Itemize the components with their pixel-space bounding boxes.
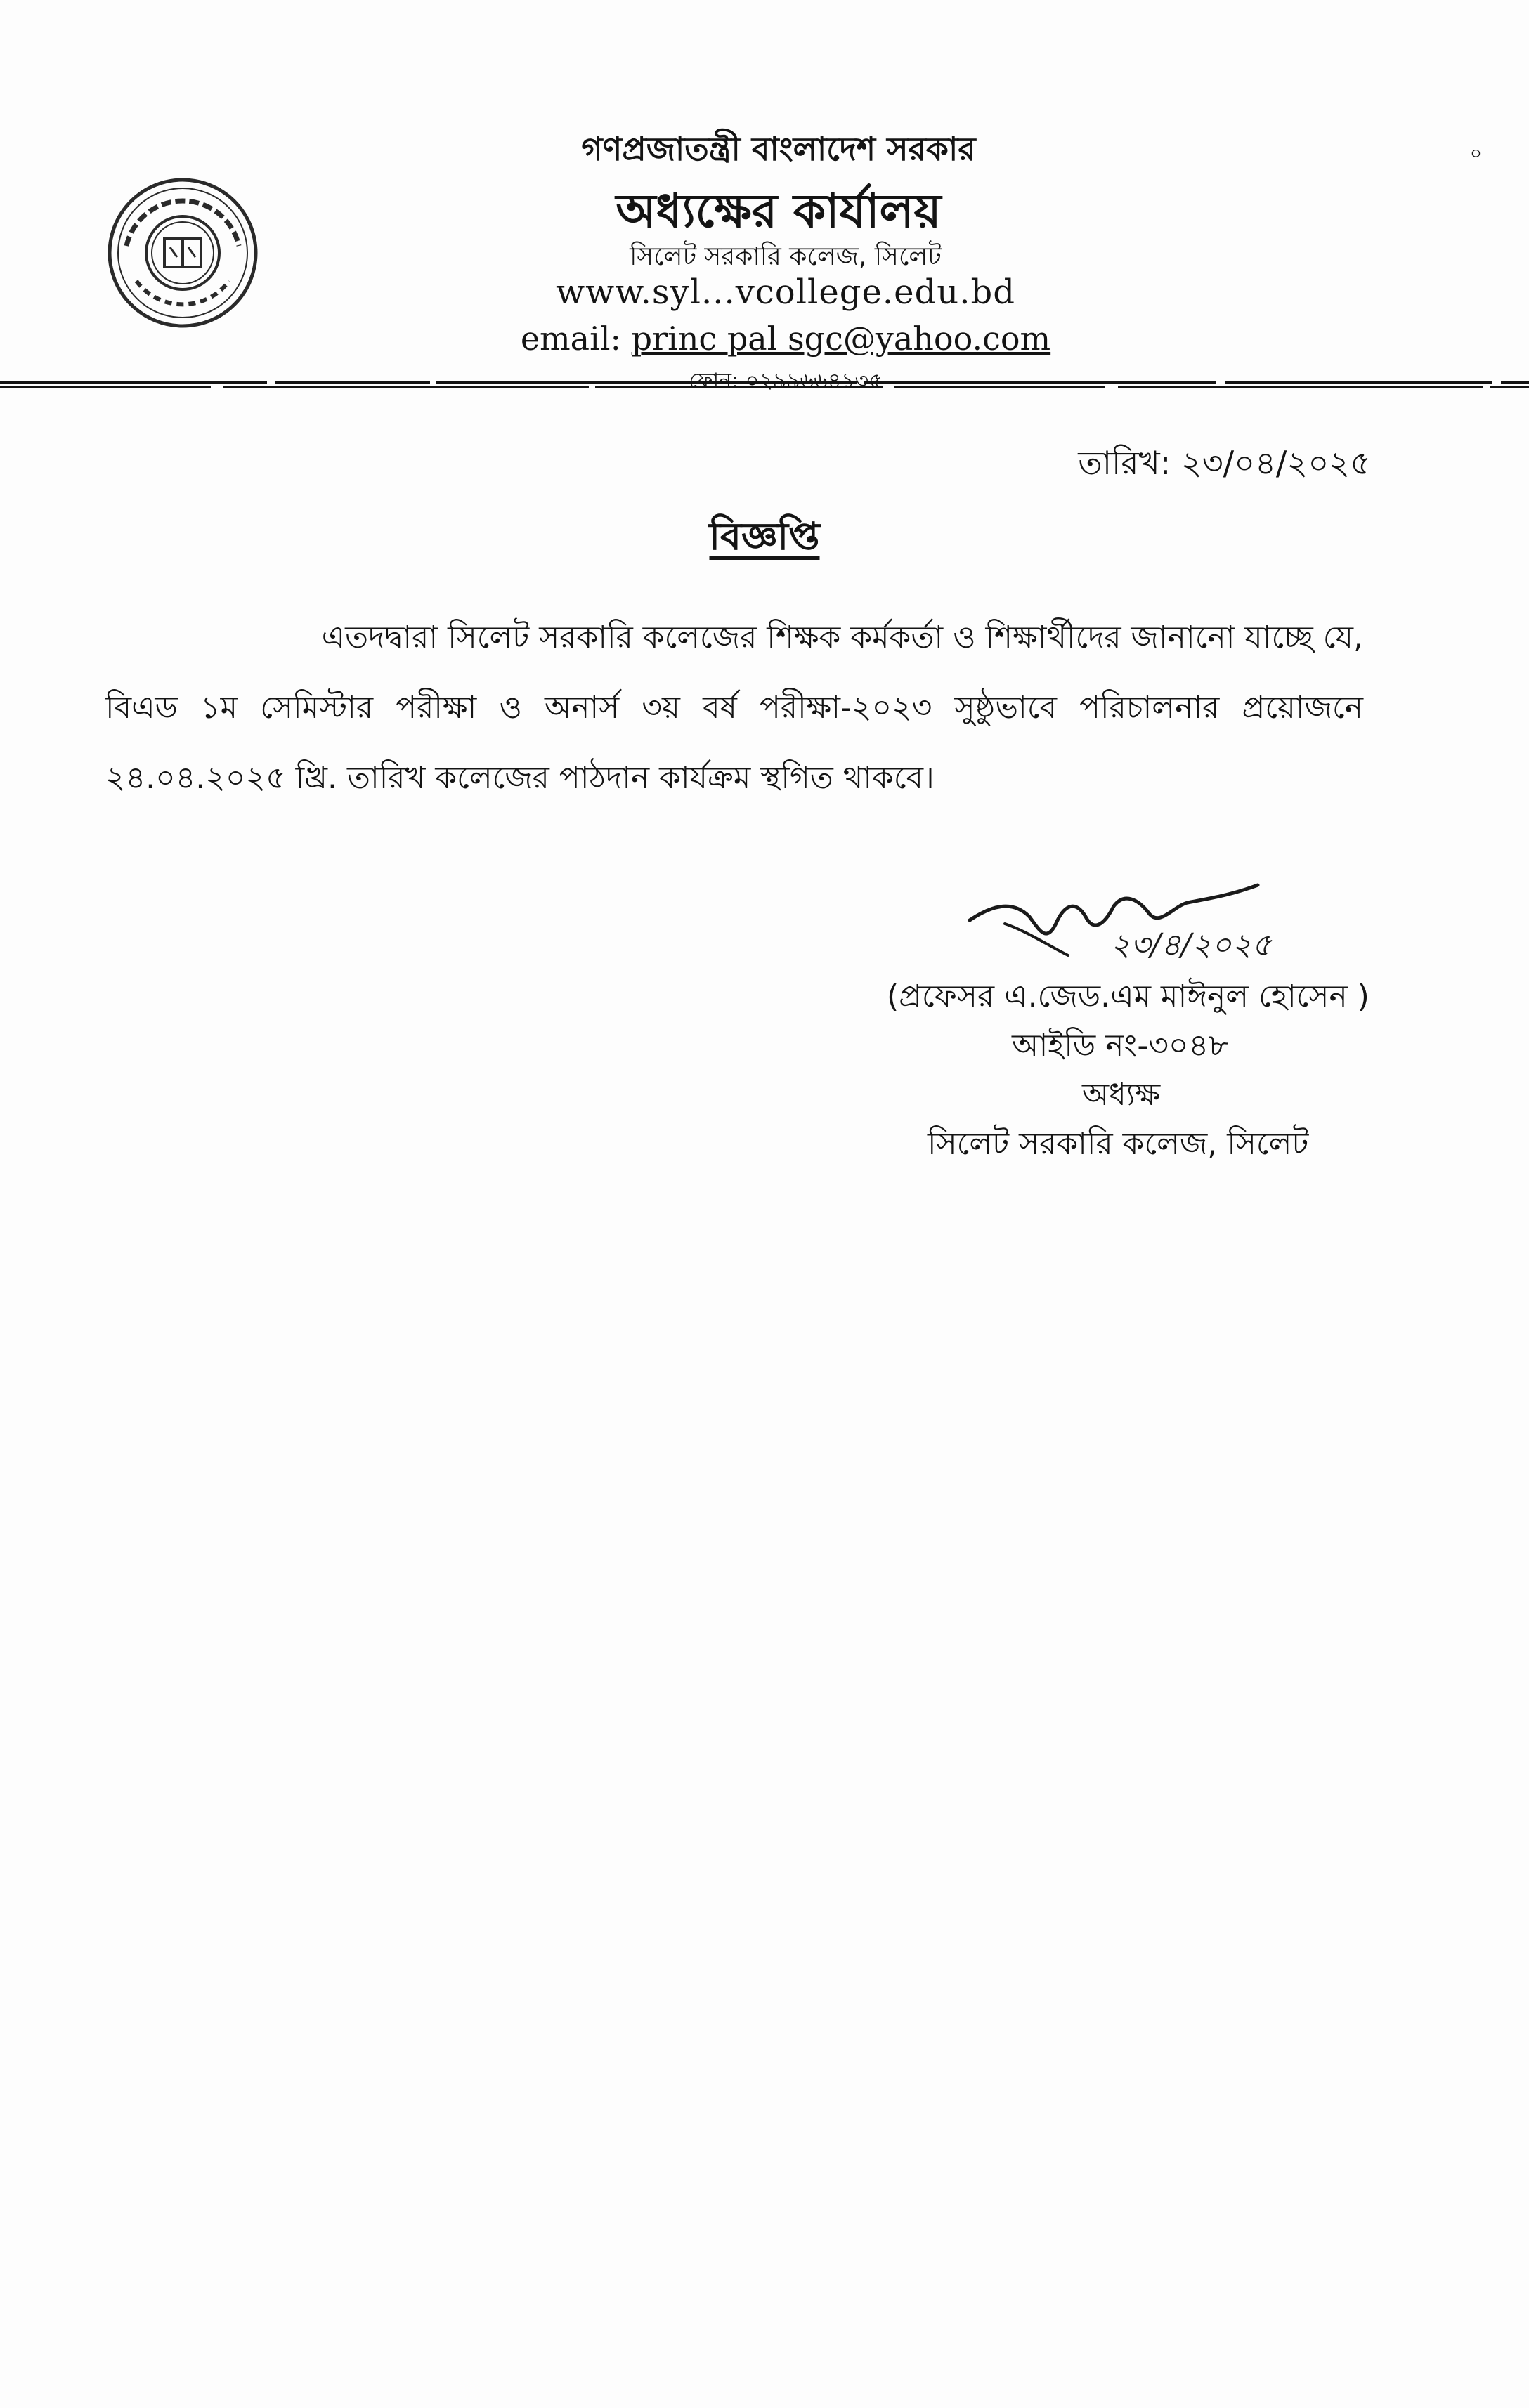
notice-title-text: বিজ্ঞপ্তি [709,514,820,558]
phone-number: ফোন: ০২৯৯৬৬৪১৩৫ [689,369,883,393]
signature-date: ২৩/৪/২০২৫ [1110,927,1272,963]
corner-mark: ০ [1470,143,1482,164]
notice-title [0,507,1529,570]
signatory-organization: সিলেট সরকারি কলেজ, সিলেট [928,1126,1309,1162]
notice-body-line: এতদদ্বারা সিলেট সরকারি কলেজের শিক্ষক কর্মকর্তা ও শিক্ষার্থীদের জানানো যাচ্ছে যে, [321,620,1363,655]
signatory-designation: অধ্যক্ষ [1082,1077,1161,1113]
website-link[interactable]: www.syl...vcollege.edu.bd [556,273,1015,312]
college-subtitle: সিলেট সরকারি কলেজ, সিলেট [630,242,942,271]
email-label: email: [520,320,622,358]
header-divider [0,379,1529,391]
signatory-name: (প্রফেসর এ.জেড.এম মাঈনুল হোসেন ) [887,979,1369,1014]
email-link[interactable]: princ pal sgc@yahoo.com [631,320,1051,358]
handwritten-signature [963,878,1286,976]
government-name: গণপ্রজাতন্ত্রী বাংলাদেশ সরকার [581,130,976,168]
notice-body-line: ২৪.০৪.২০২৫ খ্রি. তারিখ কলেজের পাঠদান কার্যক্রম স্থগিত থাকবে। [105,760,935,796]
email-line [21,320,1529,358]
notice-date: তারিখ: ২৩/০৪/২০২৫ [1078,444,1371,482]
office-title: অধ্যক্ষের কার্যালয় [616,184,942,238]
signatory-id: আইডি নং-৩০৪৮ [1012,1028,1229,1064]
notice-body-line: বিএড ১ম সেমিস্টার পরীক্ষা ও অনার্স ৩য় বর্ষ পরীক্ষা-২০২৩ সুষ্ঠুভাবে পরিচালনার প্রয়োজনে [105,690,1363,726]
